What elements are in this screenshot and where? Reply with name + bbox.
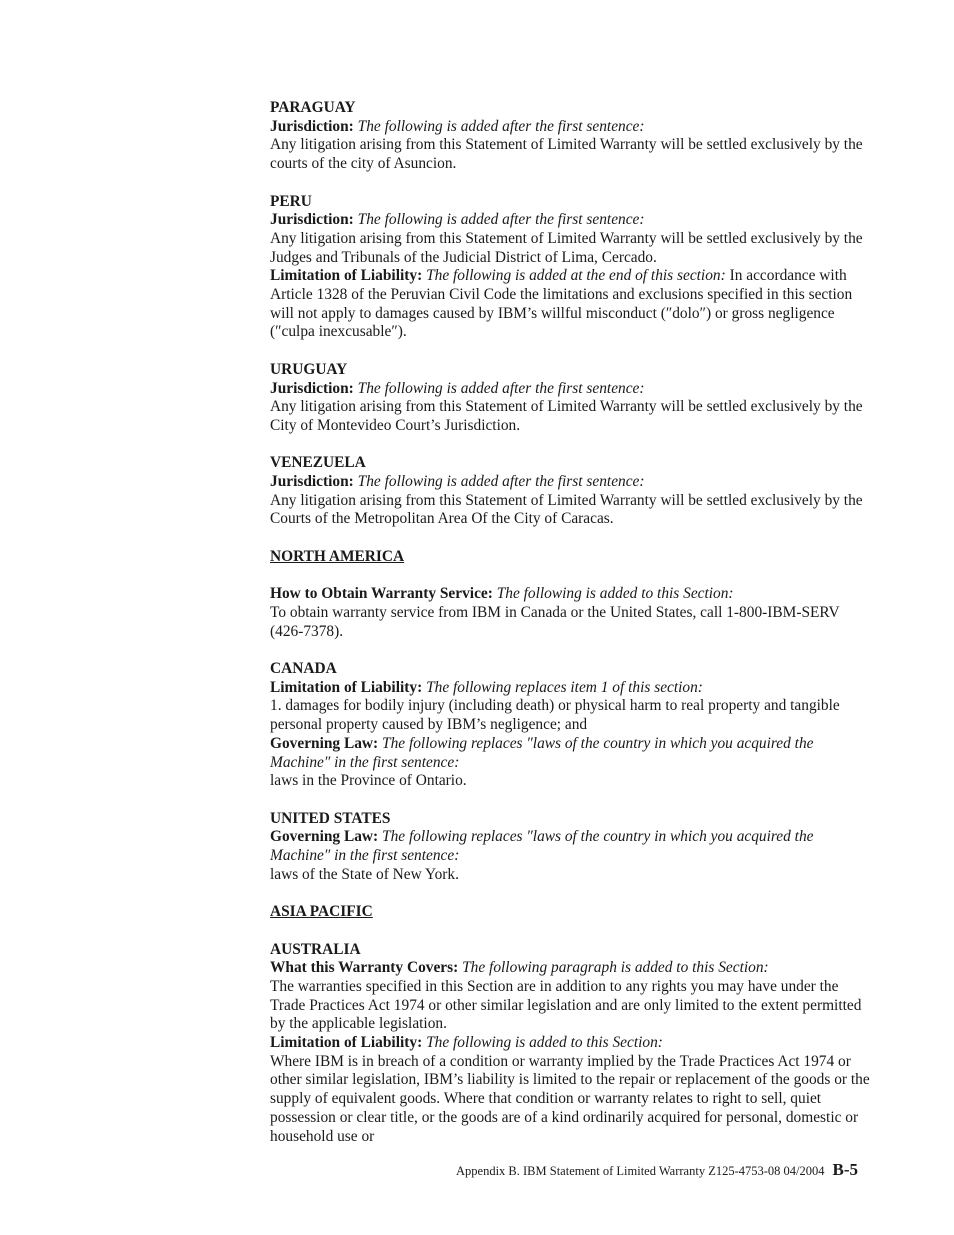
footer-text: Appendix B. IBM Statement of Limited Warranty Z125-4753-08 04/2004 (456, 1164, 825, 1178)
section-venezuela (270, 454, 870, 529)
section-north-america (270, 548, 870, 642)
clause-text: laws in the Province of Ontario. (270, 772, 467, 790)
liability-clause (270, 679, 870, 698)
clause-note: The following replaces item 1 of this section: (426, 678, 703, 696)
jurisdiction-clause (270, 380, 870, 399)
country-heading: AUSTRALIA (270, 940, 361, 958)
jurisdiction-clause (270, 211, 870, 230)
page-number: B-5 (832, 1160, 858, 1179)
governing-law-clause (270, 828, 870, 865)
region-heading: NORTH AMERICA (270, 547, 405, 565)
jurisdiction-clause (270, 118, 870, 137)
clause-note: The following is added after the first sentence: (357, 379, 645, 397)
country-heading: CANADA (270, 660, 337, 677)
document-body (270, 99, 870, 1165)
clause-text: To obtain warranty service from IBM in Canada or the United States, call 1-800-IBM-SERV (426-7378). (270, 603, 840, 640)
clause-note: The following paragraph is added to this Section: (462, 959, 769, 977)
clause-note: The following replaces ″laws of the country in which you acquired the Machine″ in the first sentence: (270, 828, 814, 865)
clause-label: How to Obtain Warranty Service: (270, 585, 493, 603)
liability-clause (270, 267, 870, 342)
clause-label: Governing Law: (270, 828, 379, 846)
country-heading: UNITED STATES (270, 809, 391, 827)
country-heading: VENEZUELA (270, 454, 366, 472)
clause-label: Limitation of Liability: (270, 678, 423, 696)
clause-note: The following is added after the first sentence: (357, 211, 645, 229)
liability-clause (270, 1034, 870, 1053)
section-canada (270, 660, 870, 791)
clause-text: In accordance with Article 1328 of the Peruvian Civil Code the limitations and exclusions specified in this section will not apply to damages caused by IBM’s willful misconduct (″dolo″) or gross negligence (″culpa inexcusable″). (270, 267, 853, 341)
clause-label: Jurisdiction: (270, 473, 354, 491)
clause-label: Limitation of Liability: (270, 267, 423, 285)
country-heading: PARAGUAY (270, 99, 356, 116)
clause-label: What this Warranty Covers: (270, 959, 459, 977)
region-heading: ASIA PACIFIC (270, 903, 373, 921)
clause-note: The following is added to this Section: (496, 585, 734, 603)
clause-text: Any litigation arising from this Statement of Limited Warranty will be settled exclusively by the Judges and Tribunals of the Judicial District of Lima, Cercado. (270, 229, 863, 266)
section-paraguay (270, 99, 870, 174)
clause-note: The following is added to this Section: (426, 1034, 663, 1052)
clause-note: The following is added after the first sentence: (357, 117, 645, 135)
clause-label: Governing Law: (270, 734, 379, 752)
clause-label: Limitation of Liability: (270, 1034, 423, 1052)
country-heading: PERU (270, 192, 312, 210)
governing-law-clause (270, 735, 870, 772)
jurisdiction-clause (270, 473, 870, 492)
section-uruguay (270, 361, 870, 436)
clause-label: Jurisdiction: (270, 117, 354, 135)
clause-label: Jurisdiction: (270, 211, 354, 229)
section-united-states (270, 810, 870, 885)
country-heading: URUGUAY (270, 360, 348, 378)
section-australia (270, 941, 870, 1147)
page-footer (456, 1160, 858, 1180)
clause-text: Any litigation arising from this Statement of Limited Warranty will be settled exclusively by the Courts of the Metropolitan Area Of the City of Caracas. (270, 491, 863, 528)
clause-note: The following replaces ″laws of the country in which you acquired the Machine″ in the first sentence: (270, 734, 814, 771)
clause-note: The following is added after the first sentence: (357, 473, 645, 491)
coverage-clause (270, 959, 870, 978)
clause-text: Any litigation arising from this Statement of Limited Warranty will be settled exclusively by the City of Montevideo Court’s Jurisdiction. (270, 398, 863, 434)
clause-text: laws of the State of New York. (270, 865, 459, 883)
clause-label: Jurisdiction: (270, 379, 354, 397)
section-peru (270, 193, 870, 343)
clause-text: 1. damages for bodily injury (including death) or physical harm to real property and tangible personal property caused by IBM’s negligence; and (270, 697, 840, 734)
service-clause (270, 585, 870, 604)
clause-text: The warranties specified in this Section are in addition to any rights you may have under the Trade Practices Act 1974 or other similar legislation and are only limited to the extent permitted by the applicable legislation. (270, 977, 862, 1033)
clause-text: Where IBM is in breach of a condition or warranty implied by the Trade Practices Act 1974 or other similar legislation, IBM’s liability is limited to the repair or replacement of the goods or the supply of equivalent goods. Where that condition or warranty relates to right to sell, quiet possession or clear title, or the goods are of a kind ordinarily acquired for personal, domestic or household use or (270, 1052, 870, 1145)
clause-text: Any litigation arising from this Statement of Limited Warranty will be settled exclusively by the courts of the city of Asuncion. (270, 136, 863, 173)
clause-note: The following is added at the end of this section: (426, 267, 726, 285)
